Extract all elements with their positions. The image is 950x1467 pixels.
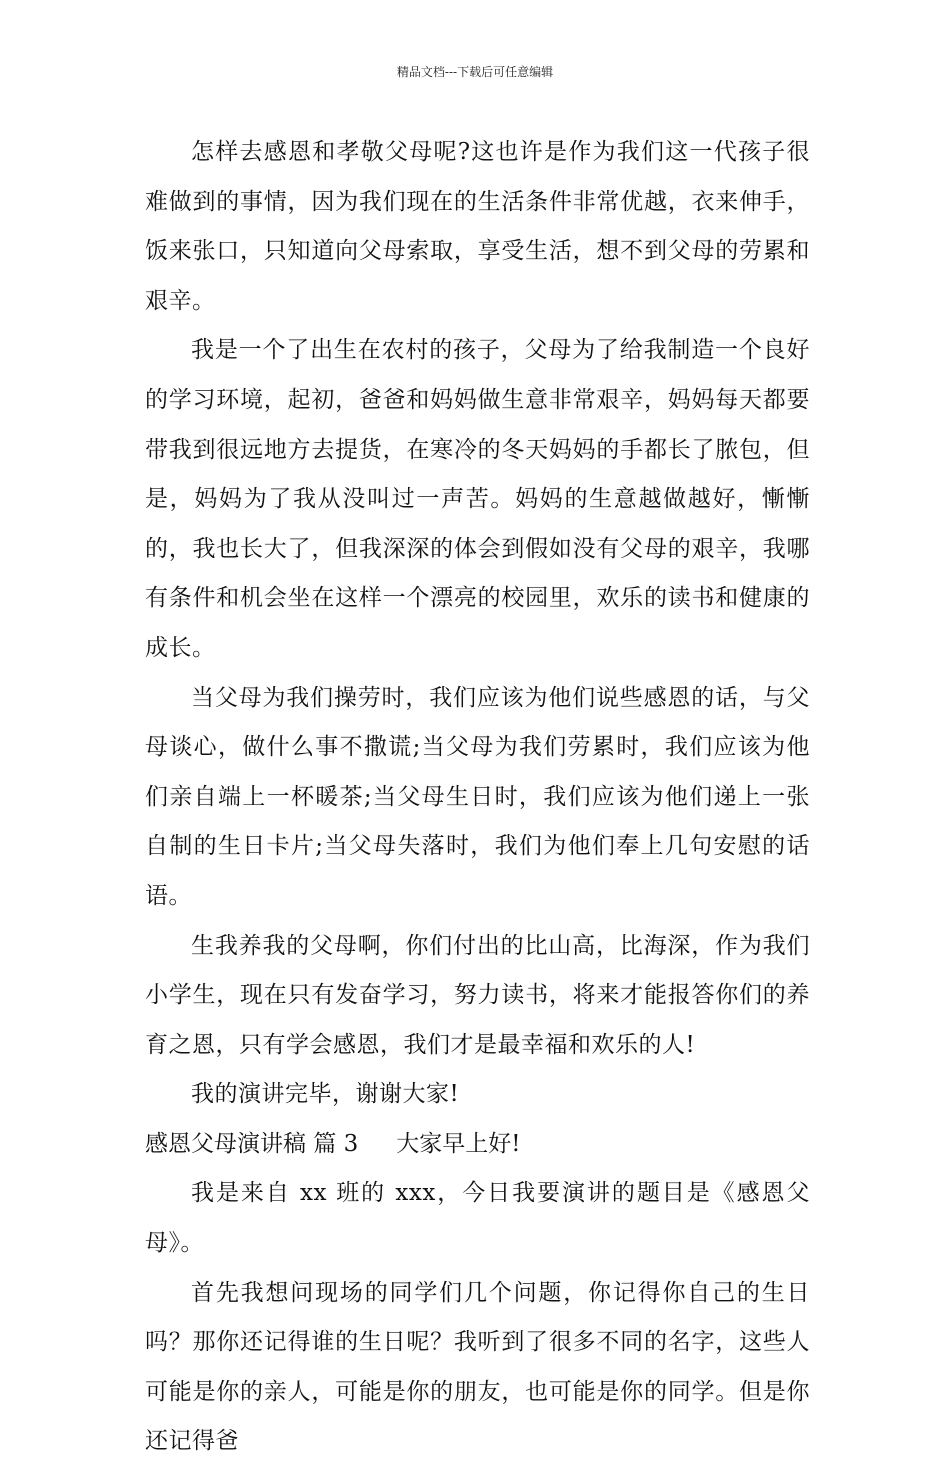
page-header: 精品文档---下载后可任意编辑 [396, 65, 554, 79]
section-greeting: 大家早上好! [396, 1130, 521, 1157]
section-number: 篇 3 [313, 1130, 359, 1157]
paragraph-4: 生我养我的父母啊，你们付出的比山高，比海深，作为我们小学生，现在只有发奋学习，努力读书，将来才能报答你们的养育之恩，只有学会感恩，我们才是最幸福和欢乐的人! [145, 932, 810, 1058]
document-body [145, 128, 810, 1467]
paragraph-7: 首先我想问现场的同学们几个问题，你记得你自己的生日吗？那你还记得谁的生日呢？我听到了很多不同的名字，这些人可能是你的亲人，可能是你的朋友，也可能是你的同学。但是你还记得爸 [145, 1279, 810, 1455]
paragraph-2: 我是一个了出生在农村的孩子，父母为了给我制造一个良好的学习环境，起初，爸爸和妈妈做生意非常艰辛，妈妈每天都要带我到很远地方去提货，在寒冷的冬天妈妈的手都长了脓包，但是，妈妈为了我从没叫过一声苦。妈妈的生意越做越好，慚慚的，我也长大了，但我深深的体会到假如没有父母的艰辛，我哪有条件和机会坐在这样一个漂亮的校园里，欢乐的读书和健康的成长。 [145, 337, 810, 661]
section-heading [145, 1120, 810, 1170]
paragraph-5: 我的演讲完毕，谢谢大家! [191, 1081, 460, 1108]
paragraph-3: 当父母为我们操劳时，我们应该为他们说些感恩的话，与父母谈心，做什么事不撒谎;当父母为我们劳累时，我们应该为他们亲自端上一杯暖茶;当父母生日时，我们应该为他们递上一张自制的生日卡片;当父母失落时，我们为他们奉上几句安慰的话语。 [145, 684, 810, 909]
paragraph-1: 怎样去感恩和孝敬父母呢?这也许是作为我们这一代孩子很难做到的事情，因为我们现在的生活条件非常优越，衣来伸手，饭来张口，只知道向父母索取，享受生活，想不到父母的劳累和艰辛。 [145, 139, 810, 314]
section-title: 感恩父母演讲稿 [145, 1130, 306, 1157]
paragraph-6: 我是来自 xx 班的 xxx，今日我要演讲的题目是《感恩父母》。 [145, 1180, 810, 1257]
